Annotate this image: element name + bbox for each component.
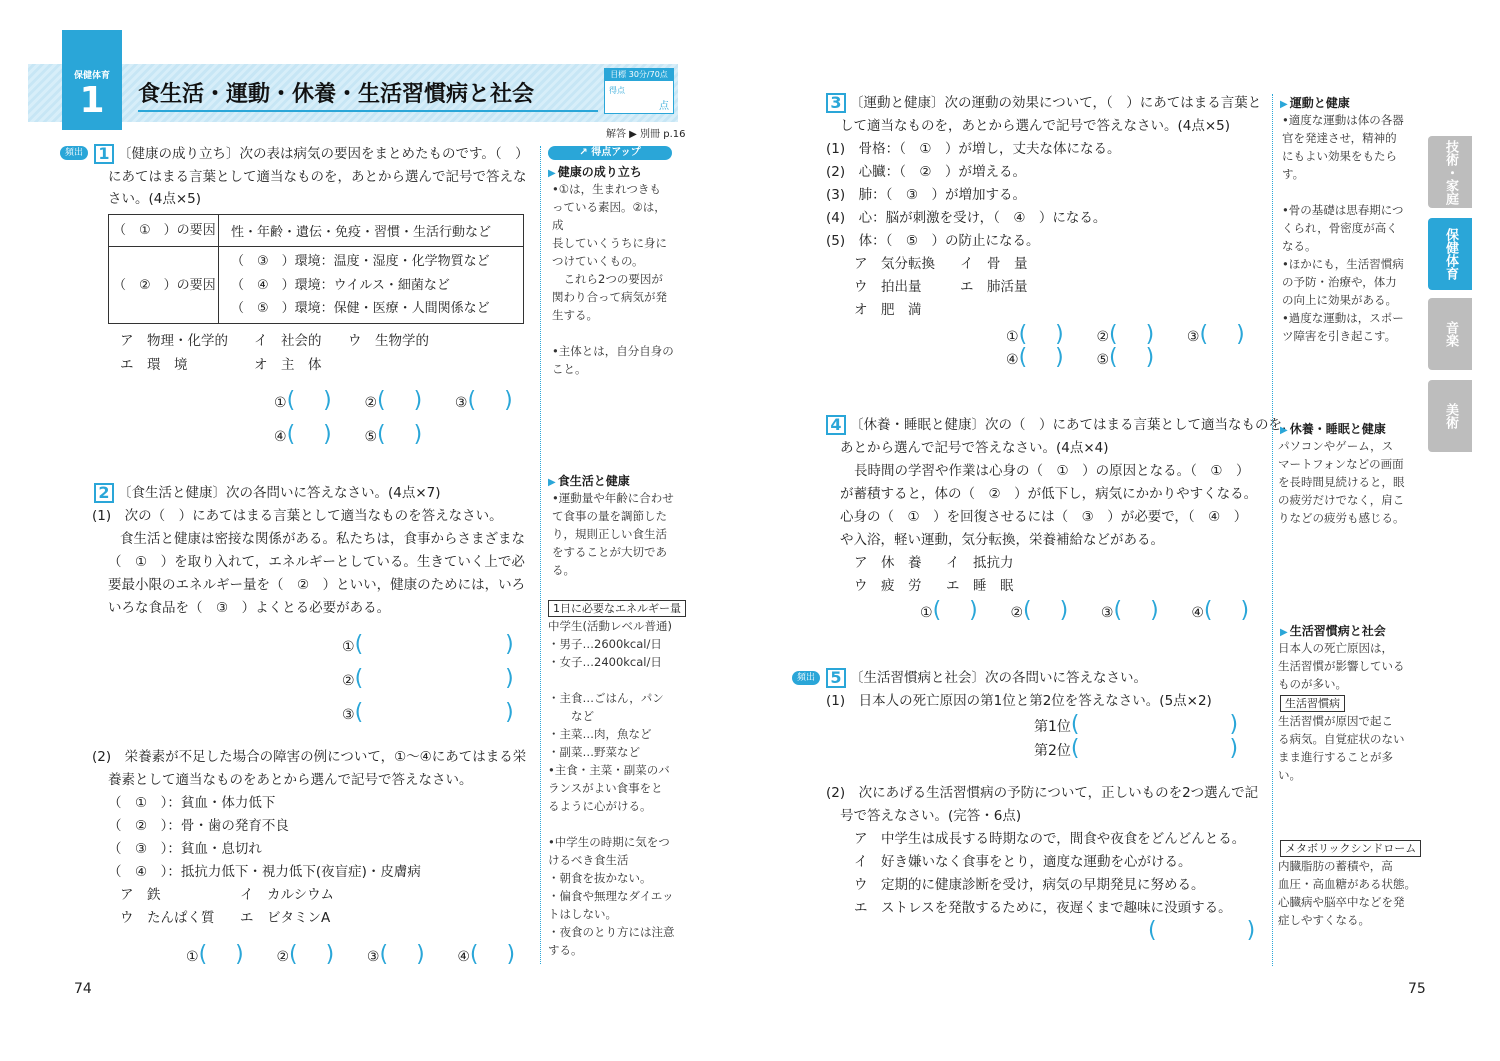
side-right-box-metabolic: メタボリックシンドローム <box>1280 840 1421 857</box>
q1-answer-row2: ④( ) ⑤( ) <box>274 422 423 447</box>
answer-blank[interactable]: ( <box>289 942 298 967</box>
side-right-box-lifestyle: 生活習慣病 <box>1280 695 1345 712</box>
q1-table <box>108 214 524 324</box>
q2-choice-i: イ カルシウム <box>240 887 335 903</box>
side-right-block-5: 内臓脂肪の蓄積や，高 血圧・高血糖がある状態。 心臓病や脳卒中などを発 症しやすくなる。 <box>1278 859 1416 927</box>
answer-blank[interactable]: ( <box>1199 322 1209 347</box>
q4-choice-a: ア 休 養 <box>854 555 922 571</box>
left-sidebar-divider <box>540 146 541 964</box>
q1-table-row2-right-0: （ ③ ）環境：温度・湿度・化学物質など <box>231 254 490 269</box>
q2-p1-3: 要最小限のエネルギー量を（ ② ）といい，健康のためには，いろ <box>108 577 526 593</box>
q2-p2-answers: ①( ) ②( ) ③( ) ④( ) <box>186 942 516 967</box>
q2-p1-1: 食生活と健康は密接な関係がある。私たちは，食事からさまざまな <box>120 531 525 547</box>
frequent-badge: 頻出 <box>792 671 820 685</box>
side-left-block-3: 中学生(活動レベル普通) ・男子…2600kcal/日 ・女子…2400kcal/日 ・主食…ごはん，パン など ・主菜…肉，魚など ・副菜…野菜など •主食・主菜・副菜のバ ランスがよい食事をと るように心がける。 •中学生の時期に気をつ けるべき食生活 ・朝食を抜かない。 ・偏食や無理なダイエッ トはしない。 ・夜食のとり方には注意 する。 <box>548 619 675 957</box>
q3-answer-row1: ①( ) ②( ) ③( ) <box>1006 322 1245 347</box>
q1-table-row2-left: （ ② ）の要因 <box>113 278 216 293</box>
q4-body-1: が蓄積すると，体の（ ② ）が低下し，病気にかかりやすくなる。 <box>840 486 1258 502</box>
q1-choice-e: エ 環 境 <box>120 357 188 373</box>
q2-p1-answer-3: ③( ) <box>342 700 514 725</box>
q1-text-0: 〔健康の成り立ち〕次の表は病気の要因をまとめたものです。（ ） <box>118 146 529 162</box>
side-left-box-energy: 1日に必要なエネルギー量 <box>548 600 686 617</box>
answer-blank[interactable]: ( <box>1113 598 1123 623</box>
q3-item-3: (3) 肺：（ ③ ）が増加する。 <box>826 187 1026 203</box>
answer-blank[interactable]: ( <box>932 598 942 623</box>
q3-answer-row2: ④( ) ⑤( ) <box>1006 345 1155 370</box>
q4-number: 4 <box>826 415 846 435</box>
score-label: 得点 <box>609 86 625 95</box>
q5-heading: 5 〔生活習慣病と社会〕次の各問いに答えなさい。 <box>826 668 1147 688</box>
q1-choice-i: イ 社会的 <box>254 333 322 349</box>
answer-ref: 解答 ▶ 別冊 p.16 <box>606 129 686 140</box>
answer-blank[interactable]: ( <box>286 422 296 447</box>
answer-blank[interactable]: ( <box>286 388 296 413</box>
q5-p2-answer: ( ) <box>1148 918 1256 943</box>
q4-body-3: や入浴，軽い運動，気分転換，栄養補給などがある。 <box>840 532 1164 548</box>
q5-p1: (1) 日本人の死亡原因の第1位と第2位を答えなさい。(5点×2) <box>826 693 1212 709</box>
q1-table-row2-right-2: （ ⑤ ）環境：保健・医療・人間関係など <box>231 301 490 316</box>
side-right-block-3: 日本人の死亡原因は， 生活習慣が影響している ものが多い。 <box>1278 641 1405 691</box>
q2-p1-answer-2: ②( ) <box>342 666 514 691</box>
q2-number: 2 <box>94 483 114 503</box>
q3-choice-u: ウ 拍出量 <box>854 279 922 295</box>
q4-choice-e: エ 睡 眠 <box>946 578 1014 594</box>
side-left-block-1: •①は，生まれつきも っている素因。②は，成 長していくうちに身に つけていくもの。 これら2つの要因が 関わり合って病気が発 生する。 •主体とは，自分自身の こと。 <box>552 182 674 376</box>
tab-art[interactable]: 美術 <box>1428 380 1472 452</box>
q1-choice-u: ウ 生物学的 <box>348 333 429 349</box>
answer-blank[interactable]: ( <box>1018 322 1028 347</box>
score-unit: 点 <box>659 101 669 112</box>
tab-health-pe[interactable]: 保健体育 <box>1428 218 1472 290</box>
q5-p2-0: (2) 次にあげる生活習慣病の予防について，正しいものを2つ選んで記 <box>826 785 1259 801</box>
q4-choice-u: ウ 疲 労 <box>854 578 922 594</box>
q5-p2-1: 号で答えなさい。(完答・6点) <box>840 808 1022 824</box>
q1-choice-o: オ 主 体 <box>254 357 322 373</box>
answer-blank[interactable]: ( <box>354 632 364 657</box>
title-underline <box>138 110 598 112</box>
q1-table-row1-left: （ ① ）の要因 <box>113 223 216 238</box>
q2-p2-3: （ ② ）：骨・歯の発育不良 <box>108 818 289 834</box>
answer-blank[interactable]: ( <box>377 422 386 447</box>
q5-option-u: ウ 定期的に健康診断を受け，病気の早期発見に努める。 <box>854 877 1205 893</box>
q5-number: 5 <box>826 668 846 688</box>
q2-choice-u: ウ たんぱく質 <box>120 910 215 926</box>
answer-blank[interactable]: ( <box>354 666 364 691</box>
page-title: 食生活・運動・休養・生活習慣病と社会 <box>138 82 535 107</box>
page-number-left: 74 <box>74 981 92 997</box>
q4-text-1: あとから選んで記号で答えなさい。(4点×4) <box>840 440 1109 456</box>
unit-badge <box>62 30 122 130</box>
q3-choice-a: ア 気分転換 <box>854 256 935 272</box>
q3-item-4: (4) 心：脳が刺激を受け，（ ④ ）になる。 <box>826 210 1107 226</box>
side-left-block-2: •運動量や年齢に合わせ て食事の量を調節した り，規則正しい食生活 をすることが大切であ る。 <box>552 491 674 577</box>
q1-table-row2-right-1: （ ④ ）環境：ウイルス・細菌など <box>231 278 450 293</box>
score-box <box>604 68 674 114</box>
q2-p2-2: （ ① ）：貧血・体力低下 <box>108 795 276 811</box>
answer-blank[interactable]: ( <box>1023 598 1032 623</box>
q2-p2-1: 養素として適当なものをあとから選んで記号で答えなさい。 <box>108 772 473 788</box>
q1-text-1: にあてはまる言葉として適当なものを，あとから選んで記号で答えな <box>108 169 527 185</box>
q5-rank-2: 第2位( ) <box>1034 736 1239 761</box>
right-sidebar-divider <box>1272 94 1273 966</box>
q2-p1-answer-1: ①( ) <box>342 632 514 657</box>
q3-choice-i: イ 骨 量 <box>960 256 1028 272</box>
side-right-heading-1: ▶ 運動と健康 <box>1280 94 1350 114</box>
q1-table-row1-right: 性・年齢・遺伝・免疫・習慣・生活行動など <box>231 225 492 240</box>
tab-technology-home[interactable]: 技術・家庭 <box>1428 136 1472 208</box>
q4-body-2: 心身の（ ① ）を回復させるには（ ③ ）が必要で，（ ④ ） <box>840 509 1248 525</box>
answer-blank[interactable]: ( <box>1018 345 1028 370</box>
answer-blank[interactable]: ( <box>1070 712 1080 737</box>
answer-blank[interactable]: ( <box>467 388 477 413</box>
q3-item-5: (5) 体：（ ⑤ ）の防止になる。 <box>826 233 1040 249</box>
answer-blank[interactable]: ( <box>469 942 479 967</box>
side-right-heading-2: ▶ 休養・睡眠と健康 <box>1280 420 1386 440</box>
answer-blank[interactable]: ( <box>198 942 208 967</box>
answer-blank[interactable]: ( <box>1070 736 1080 761</box>
q4-heading: 4 〔休養・睡眠と健康〕次の（ ）にあてはまる言葉として適当なものを， <box>826 415 1296 435</box>
side-left-heading-1: ▶ 健康の成り立ち <box>548 163 642 183</box>
tab-music[interactable]: 音楽 <box>1428 298 1472 370</box>
side-right-block-4: 生活習慣が原因で起こ る病気。自覚症状のない まま進行することが多 い。 <box>1278 714 1405 782</box>
answer-blank[interactable]: ( <box>1203 598 1213 623</box>
unit-subject: 保健体育 <box>73 71 110 81</box>
q3-choice-o: オ 肥 満 <box>854 302 922 318</box>
q1-choice-a: ア 物理・化学的 <box>120 333 228 349</box>
frequent-badge: 頻出 <box>60 146 88 160</box>
q3-item-1: (1) 骨格：（ ① ）が増し，丈夫な体になる。 <box>826 141 1121 157</box>
side-right-block-1: •適度な運動は体の各器 官を発達させ，精神的 にもよい効果をもたら す。 •骨の基礎は思春期につ くられ，骨密度が高く なる。 •ほかにも，生活習慣病 の予防・治療や，体力 の向上に効果がある。 •過度な運動は，スポー ツ障害を引き起こす。 <box>1282 113 1404 343</box>
side-left-heading-2: ▶ 食生活と健康 <box>548 472 630 492</box>
target-time: 目標 30分/70点 <box>605 69 673 81</box>
q2-choice-e: エ ビタミンA <box>240 910 331 926</box>
side-right-block-2: パソコンやゲーム，ス マートフォンなどの画面 を長時間見続けると，眼 の疲労だけでなく，肩こ りなどの疲労も感じる。 <box>1278 439 1405 525</box>
q5-option-i: イ 好き嫌いなく食事をとり，適度な運動を心がける。 <box>854 854 1192 870</box>
answer-blank[interactable]: ( <box>354 700 364 725</box>
q4-body-0: 長時間の学習や作業は心身の（ ① ）の原因となる。（ ① ） <box>854 463 1250 479</box>
q5-rank-1: 第1位( ) <box>1034 712 1239 737</box>
q4-choice-i: イ 抵抗力 <box>946 555 1014 571</box>
unit-number: 1 <box>79 80 105 121</box>
q5-option-e: エ ストレスを発散するために，夜遅くまで趣味に没頭する。 <box>854 900 1232 916</box>
q2-p1-4: いろな食品を（ ③ ）よくとる必要がある。 <box>108 600 391 616</box>
q2-choice-a: ア 鉄 <box>120 887 161 903</box>
q4-answers: ①( ) ②( ) ③( ) ④( ) <box>920 598 1250 623</box>
page-number-right: 75 <box>1408 981 1426 997</box>
answer-blank[interactable]: ( <box>379 942 389 967</box>
answer-blank[interactable]: ( <box>1109 322 1118 347</box>
q3-text-1: して適当なものを，あとから選んで記号で答えなさい。(4点×5) <box>840 118 1231 134</box>
q1-number: 1 <box>94 144 114 164</box>
q5-option-a: ア 中学生は成長する時期なので，間食や夜食をどんどんとる。 <box>854 831 1246 847</box>
q3-number: 3 <box>826 93 846 113</box>
q2-p2-0: (2) 栄養素が不足した場合の障害の例について，①〜④にあてはまる栄 <box>92 749 527 765</box>
side-right-heading-3: ▶ 生活習慣病と社会 <box>1280 622 1386 642</box>
q2-p1-2: （ ① ）を取り入れて，エネルギーとしている。生きていく上で必 <box>108 554 525 570</box>
answer-blank[interactable]: ( <box>1148 918 1157 943</box>
q1-text-2: さい。(4点×5) <box>108 191 202 207</box>
tokuten-up-label: ↗ 得点アップ <box>548 146 672 160</box>
q1-heading <box>94 144 529 164</box>
q2-p1-0: (1) 次の（ ）にあてはまる言葉として適当なものを答えなさい。 <box>92 508 503 524</box>
q1-answer-row1: ①( ) ②( ) ③( ) <box>274 388 513 413</box>
q2-p2-5: （ ④ ）：抵抗力低下・視力低下(夜盲症)・皮膚病 <box>108 864 421 880</box>
q2-heading: 2 〔食生活と健康〕次の各問いに答えなさい。(4点×7) <box>94 483 441 503</box>
q3-heading: 3 〔運動と健康〕次の運動の効果について，（ ）にあてはまる言葉と <box>826 93 1261 113</box>
q3-choice-e: エ 肺活量 <box>960 279 1028 295</box>
answer-blank[interactable]: ( <box>377 388 386 413</box>
answer-blank[interactable]: ( <box>1109 345 1118 370</box>
q2-p2-4: （ ③ ）：貧血・息切れ <box>108 841 262 857</box>
q3-item-2: (2) 心臓：（ ② ）が増える。 <box>826 164 1026 180</box>
